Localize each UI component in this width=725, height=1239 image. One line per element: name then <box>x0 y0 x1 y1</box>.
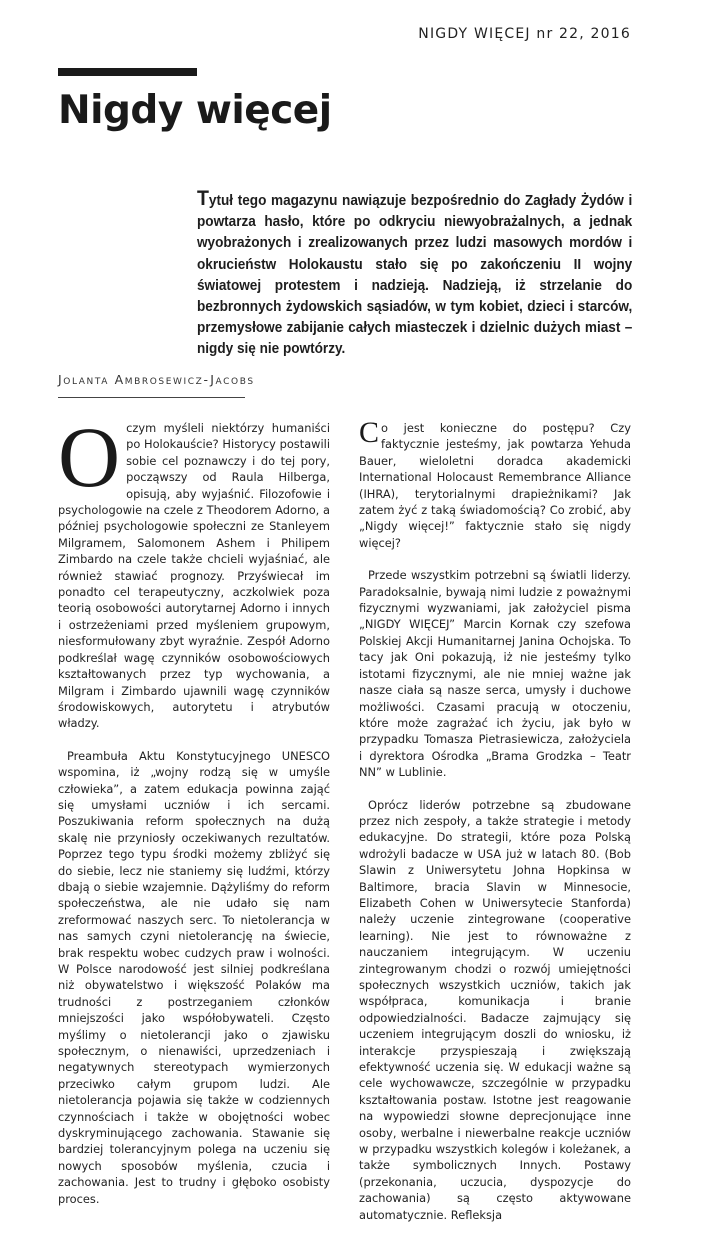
right-paragraph-1-text: o jest konieczne do postępu? Czy faktycznie jesteśmy, jak powtarza Yehuda Bauer, wieloletni doradca akademicki International Holocaust Remembrance Alliance (IHRA), terytorialnymi drapieżnikami? Jak zatem żyć z taką świadomością? Co zrobić, aby „Nigdy więcej!” faktycznie stało się nigdy więcej? <box>359 421 631 550</box>
left-column <box>58 409 330 1223</box>
lead-text: ytuł tego magazynu nawiązuje bezpośrednio do Zagłady Żydów i powtarza hasło, które po odkryciu niewyobrażalnych, a jednak wyobrażonych i zrealizowanych przez ludzi masowych mordów i okrucieństw Holokaustu stało się po zakończeniu II wojny światowej protestem i nadzieją. Nadzieją, iż strzelanie do bezbronnych żydowskich sąsiadów, w tym kobiet, dzieci i starców, przemysłowe zabijanie całych miasteczek i dzielnic dużych miast – nigdy się nie powtórzy. <box>197 193 633 358</box>
left-paragraph-1-text: czym myśleli niektórzy humaniści po Holokauście? Historycy postawili sobie cel poznawczy i do tej pory, począwszy od Raula Hilberga, opisują, aby wyjaśnić. Filozofowie i psychologowie na czele z Theodorem Adorno, a później psychologowie społeczni ze Stanleyem Milgramem, Salomonem Ashem i Philipem Zimbardo na czele także chcieli wyjaśniać, ale również stawiać prognozy. Przyświecał im ponadto cel terapeutyczny, aczkolwiek poza teorią osobowości autorytarnej Adorno i innych i ostrzeżeniami przed myśleniem grupowym, niesformułowany zbyt wyraźnie. Zespół Adorno podkreślał wagę czynników osobowościowych kształtowanych przez typ wychowania, a Milgram i Zimbardo ujawnili wagę czynników środowiskowych, autorytetu i atrybutów władzy. <box>58 421 330 731</box>
right-column <box>359 416 631 1239</box>
title-rule <box>58 68 197 76</box>
left-paragraph-2: Preambuła Aktu Konstytucyjnego UNESCO wspomina, iż „wojny rodzą się w umyśle człowieka”, a zatem edukacja powinna zająć się umysłami uczniów i ich sercami. Poszukiwania reform społecznych na dużą skalę nie przyniosły oczekiwanych rezultatów. Poprzez tego typu środki możemy zbliżyć się do siebie, lecz nie staniemy się ludźmi, którzy dbają o siebie wzajemnie. Dążyliśmy do reform społeczeństwa, ale nie udało się nam zreformować naszych serc. To nietolerancja w nas samych czyni nietolerancję na świecie, brak respektu wobec cudzych praw i wolności. W Polsce narodowość jest silniej podkreślana niż obywatelstwo i większość Polaków ma trudności z postrzeganiem członków mniejszości jako współobywateli. Często myślimy o nietolerancji jako o zjawisku społecznym, o nienawiści, uprzedzeniach i negatywnych stereotypach wymierzonych przeciwko całym grupom ludzi. Ale nietolerancja pojawia się także w codziennych czynnościach i także w obojętności wobec dyskryminującego zachowania. Stawanie się bardziej tolerancyjnym polega na uczeniu się nowych sposobów myślenia, czucia i zachowania. Jest to trudny i głęboko osobisty proces. <box>58 748 330 1206</box>
drop-cap-o: O <box>58 409 121 505</box>
left-paragraph-1 <box>58 409 330 732</box>
lead-initial: T <box>197 187 209 210</box>
right-paragraph-1 <box>359 416 631 551</box>
author-rule <box>58 397 245 398</box>
article-title: Nigdy więcej <box>58 88 332 133</box>
right-paragraph-3: Oprócz liderów potrzebne są zbudowane przez nich zespoły, a także strategie i metody edukacyjne. Do strategii, które poza Polską wdrożyli badacze w USA już w latach 80. (Bob Slawin z Uniwersytetu Johna Hopkinsa w Baltimore, bracia Slavin w Minnesocie, Elizabeth Cohen w Uniwersytecie Stanforda) należy uczenie zintegrowane (cooperative learning). Nie jest to równoważne z nauczaniem integrującym. W uczeniu zintegrowanym chodzi o rozwój umiejętności społecznych wszystkich uczniów, takich jak współpraca, komunikacja i branie odpowiedzialności. Badacze zajmujący się uczeniem integrującym doszli do wniosku, iż interakcje przyspieszają i zwiększają efektywność uczenia się. W edukacji ważne są cele wychowawcze, szczególnie w przypadku kształtowania postaw. Istotne jest reagowanie na wypowiedzi słowne deprecjonujące inne osoby, werbalne i niewerbalne reakcje uczniów w przypadku wszystkich kolegów i koleżanek, a także symbolicznych Innych. Postawy (przekonania, uczucia, dyspozycje do zachowania) są często aktywowane automatycznie. Refleksja <box>359 797 631 1222</box>
author-name: Jolanta Ambrosewicz-Jacobs <box>58 372 255 387</box>
right-paragraph-2: Przede wszystkim potrzebni są światli liderzy. Paradoksalnie, bywają nimi ludzie z poważnymi fizycznymi wyzwaniami, jak założyciel pisma „NIGDY WIĘCEJ” Marcin Kornak czy szefowa Polskiej Akcji Humanitarnej Janina Ochojska. To tacy jak Oni pokazują, iż nie jesteśmy tylko istotami fizycznymi, ale nie mniej ważne jak nasze ciała są nasze serca, umysły i duchowe możliwości. Czasami pracują w otoczeniu, które może zagrażać ich życiu, jak było w przypadku Tomasza Pietrasiewicza, założyciela i dyrektora Ośrodka „Brama Grodzka – Teatr NN” w Lublinie. <box>359 568 631 780</box>
running-head: NIGDY WIĘCEJ nr 22, 2016 <box>418 26 631 42</box>
article-lead <box>197 188 632 361</box>
drop-cap-c: C <box>359 416 380 449</box>
